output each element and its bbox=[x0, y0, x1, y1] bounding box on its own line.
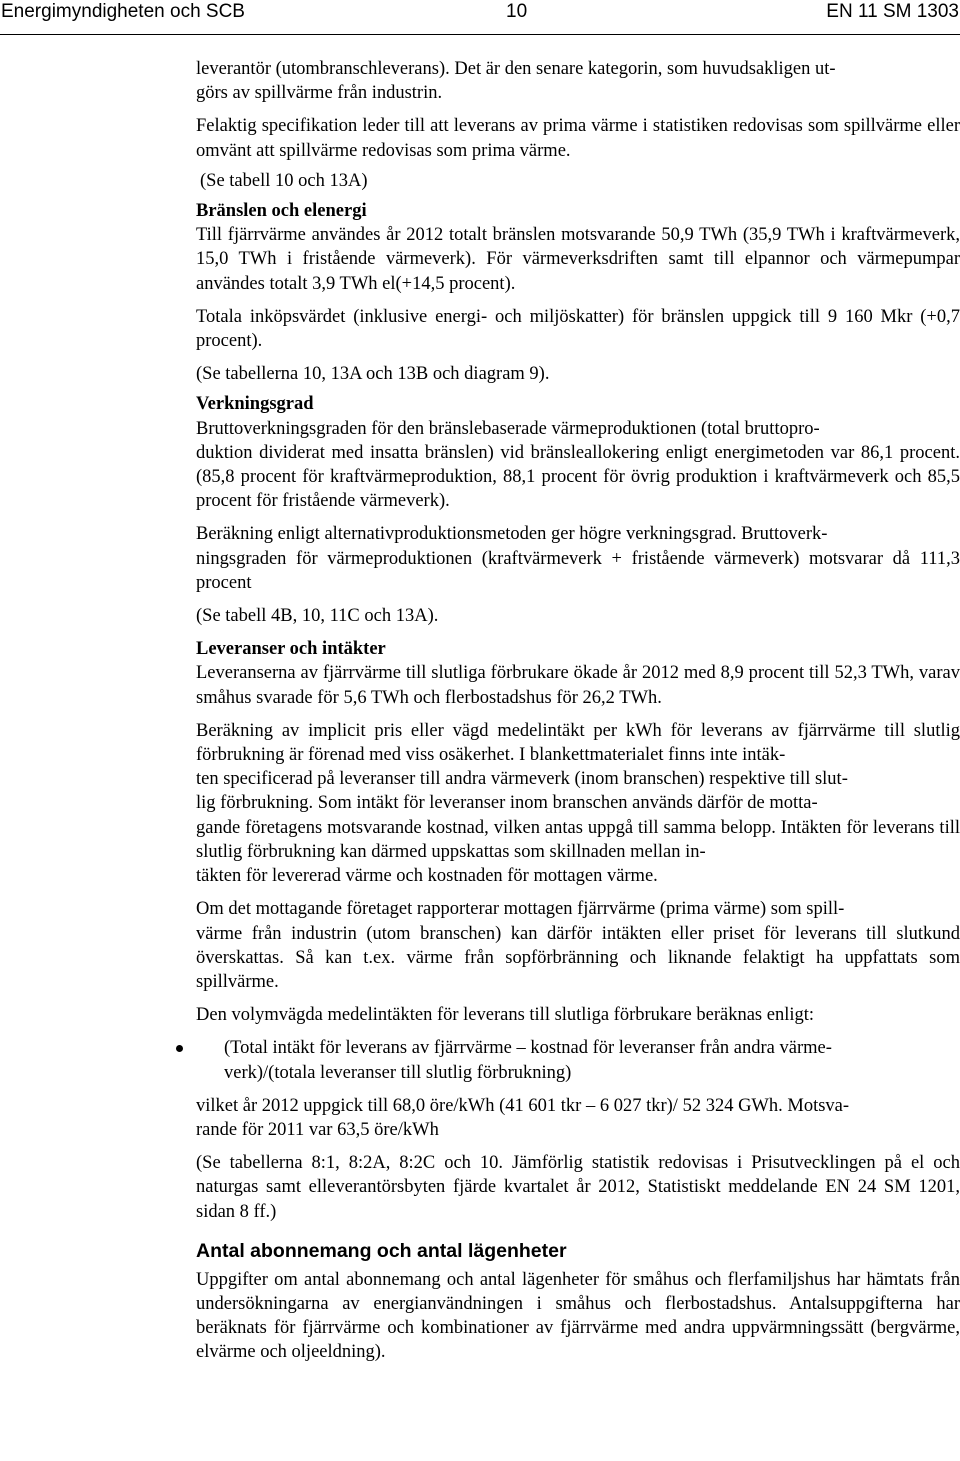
document-body bbox=[196, 57, 960, 1374]
paragraph-efficiency-1: Bruttoverkningsgraden för den bränslebaserade värmeproduktionen (total bruttopro- duktion dividerat med insatta bränslen) vid bränsleallokering enligt energimetoden var 86,1 procent. (85,8 procent för kraftvärmeproduktion, 88,1 procent för övrig produktion i kraftvärmeverk och 85,5 procent för fristående värmeverk). bbox=[196, 418, 960, 512]
reference-note-1: (Se tabell 10 och 13A) bbox=[200, 170, 368, 191]
section-heading-deliveries: Leveranser och intäkter bbox=[196, 639, 386, 660]
paragraph-deliveries-3: Om det mottagande företaget rapporterar mottagen fjärrvärme (prima värme) som spill- värme från industrin (utom branschen) kan därför intäkten eller priset för leverans till slutkund överskattas. Så kan t.ex. värme från sopförbränning och liknande felaktigt ha uppfattats som spillvärme. bbox=[196, 899, 960, 992]
paragraph-deliveries-2: Beräkning av implicit pris eller vägd medelintäkt per kWh för leverans av fjärrvärme till slutlig förbrukning är förenad med viss osäkerhet. I blankettmaterialet finns inte intäk- ten specificerad på leveranser till andra värmeverk (inom branschen) respektive till slut- lig förbrukning. Som intäkt för leveranser inom branschen används därför de motta- gande företagens motsvarande kostnad, vilken antas uppgå till samma belopp. Intäkten för leverans till slutlig förbrukning kan därmed uppskattas som skillnaden mellan in- täkten för levererad värme och kostnaden för mottagen värme. bbox=[196, 720, 960, 887]
paragraph-intro-a: leverantör (utombranschleverans). Det är den senare kategorin, som huvudsakligen ut- görs av spillvärme från industrin. bbox=[196, 59, 836, 104]
paragraph-deliveries-5: vilket år 2012 uppgick till 68,0 öre/kWh (41 601 tkr – 6 027 tkr)/ 52 324 GWh. Motsva- rande för 2011 var 63,5 öre/kWh bbox=[196, 1095, 850, 1140]
page-header bbox=[0, 0, 960, 34]
header-divider bbox=[0, 34, 960, 35]
formula-list bbox=[196, 1036, 960, 1084]
formula-text: (Total intäkt för leverans av fjärrvärme – kostnad för leveranser från andra värme- verk)/(totala leveranser till slutlig förbrukning) bbox=[224, 1038, 832, 1083]
paragraph-intro-b: Felaktig specifikation leder till att leverans av prima värme i statistiken redovisas som spillvärme eller omvänt att spillvärme redovisas som prima värme. bbox=[196, 116, 960, 161]
header-publisher: Energimyndigheten och SCB bbox=[1, 1, 245, 22]
paragraph-subscriptions-1: Uppgifter om antal abonnemang och antal lägenheter för småhus och flerfamiljshus har hämtats från undersökningarna av energianvändningen i småhus och flerbostadshus. Antalsuppgifterna har beräknats för fjärrvärme och kombinationer av fjärrvärme med andra uppvärmningssätt (bergvärme, elvärme och oljeeldning). bbox=[196, 1269, 960, 1363]
reference-note-2: (Se tabellerna 10, 13A och 13B och diagram 9). bbox=[196, 364, 550, 385]
section-heading-subscriptions: Antal abonnemang och antal lägenheter bbox=[196, 1239, 567, 1262]
section-heading-fuels: Bränslen och elenergi bbox=[196, 201, 367, 222]
paragraph-fuels-1: Till fjärrvärme användes år 2012 totalt bränslen motsvarande 50,9 TWh (35,9 TWh i kraftvärmeverk, 15,0 TWh i fristående värmeverk). För värmeverksdriften samt till elpannor och värmepumpar användes totalt 3,9 TWh el(+14,5 procent). bbox=[196, 225, 960, 294]
paragraph-deliveries-1: Leveranserna av fjärrvärme till slutliga förbrukare ökade år 2012 med 8,9 procent till 52,3 TWh, varav småhus svarade för 5,6 TWh och flerbostadshus för 26,2 TWh. bbox=[196, 663, 960, 708]
list-item bbox=[196, 1036, 960, 1084]
section-heading-efficiency: Verkningsgrad bbox=[196, 394, 314, 415]
header-page-number: 10 bbox=[506, 1, 528, 22]
paragraph-deliveries-4: Den volymvägda medelintäkten för leverans till slutliga förbrukare beräknas enligt: bbox=[196, 1005, 815, 1026]
bullet-icon bbox=[176, 1045, 183, 1052]
paragraph-efficiency-2: Beräkning enligt alternativproduktionsmetoden ger högre verkningsgrad. Bruttoverk- ningsgraden för värmeproduktionen (kraftvärmeverk + fristående värmeverk) motsvarar då 111,3 procent bbox=[196, 524, 960, 593]
reference-note-4: (Se tabellerna 8:1, 8:2A, 8:2C och 10. Jämförlig statistik redovisas i Prisutvecklingen på el och naturgas samt elleverantörsbyten fjärde kvartalet år 2012, Statistiskt meddelande EN 24 SM 1201, sidan 8 ff.) bbox=[196, 1153, 960, 1222]
header-series-code: EN 11 SM 1303 bbox=[826, 1, 959, 22]
reference-note-3: (Se tabell 4B, 10, 11C och 13A). bbox=[196, 606, 439, 627]
paragraph-fuels-2: Totala inköpsvärdet (inklusive energi- och miljöskatter) för bränslen uppgick till 9 160 Mkr (+0,7 procent). bbox=[196, 306, 960, 352]
